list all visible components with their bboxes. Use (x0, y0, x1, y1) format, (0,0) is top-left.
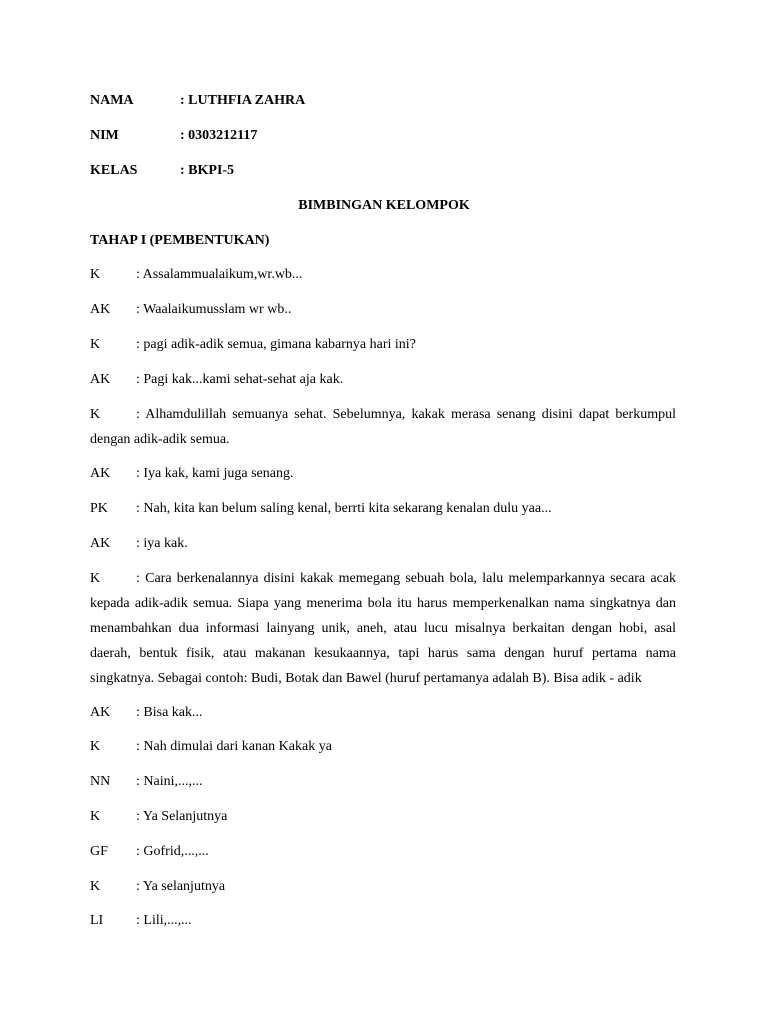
speaker-label: K (90, 879, 101, 894)
dialogue-line (90, 808, 227, 826)
nim-value: : 0303212117 (180, 128, 258, 143)
dialogue-text: : Nah dimulai dari kanan Kakak ya (136, 739, 332, 754)
dialogue-line (90, 535, 188, 553)
dialogue-text: : pagi adik-adik semua, gimana kabarnya hari ini? (136, 337, 416, 352)
speaker-label: AK (90, 372, 111, 387)
speaker-label: K (90, 739, 101, 754)
dialogue-line (90, 301, 291, 319)
dialogue-line (90, 773, 203, 791)
dialogue-paragraph (90, 566, 676, 691)
speaker-label: K (90, 267, 101, 282)
speaker-label: NN (90, 774, 111, 789)
document-title: BIMBINGAN KELOMPOK (298, 198, 470, 213)
speaker-label: GF (90, 844, 108, 859)
header-nim (90, 127, 257, 145)
dialogue-line (90, 266, 302, 284)
dialogue-text: : Nah, kita kan belum saling kenal, berrti kita sekarang kenalan dulu yaa... (136, 501, 552, 516)
kelas-label: KELAS (90, 163, 138, 178)
speaker-label: K (90, 407, 101, 422)
dialogue-text: : Lili,...,... (136, 913, 192, 928)
dialogue-text: : Bisa kak... (136, 705, 203, 720)
nim-label: NIM (90, 128, 119, 143)
dialogue-paragraph (90, 402, 676, 452)
header-nama (90, 92, 305, 110)
dialogue-line (90, 371, 343, 389)
dialogue-text: : Ya selanjutnya (136, 879, 226, 894)
speaker-label: AK (90, 536, 111, 551)
dialogue-text: : Pagi kak...kami sehat-sehat aja kak. (136, 372, 344, 387)
dialogue-text: : Assalammualaikum,wr.wb... (136, 267, 303, 282)
speaker-label: K (90, 809, 101, 824)
section-heading: TAHAP I (PEMBENTUKAN) (90, 233, 270, 248)
speaker-label: AK (90, 466, 111, 481)
nama-label: NAMA (90, 93, 134, 108)
dialogue-text: : Waalaikumusslam wr wb.. (136, 302, 292, 317)
dialogue-line (90, 465, 293, 483)
speaker-label: K (90, 571, 101, 586)
dialogue-line (90, 336, 416, 354)
dialogue-text: : Naini,...,... (136, 774, 203, 789)
speaker-label: K (90, 337, 101, 352)
dialogue-text: : Iya kak, kami juga senang. (136, 466, 294, 481)
dialogue-text: : Cara berkenalannya disini kakak memegang sebuah bola, lalu melemparkannya secara acak kepada adik-adik semua. Siapa yang menerima bola itu harus memperkenalkan nama singkatnya dan menambahkan dua informasi lainyang unik, aneh, atau lucu misalnya berkaitan dengan hobi, asal daerah, bentuk fisik, atau makanan kesukaannya, tapi harus sama dengan huruf pertama nama singkatnya. Sebagai contoh: Budi, Botak dan Bawel (huruf pertamanya adalah B). Bisa adik - adik (90, 571, 676, 686)
speaker-label: AK (90, 302, 111, 317)
dialogue-text: : Gofrid,...,... (136, 844, 209, 859)
dialogue-line (90, 843, 209, 861)
dialogue-line (90, 704, 203, 722)
dialogue-line (90, 738, 332, 756)
dialogue-line (90, 878, 225, 896)
speaker-label: AK (90, 705, 111, 720)
dialogue-text: : iya kak. (136, 536, 188, 551)
dialogue-text: : Alhamdulillah semuanya sehat. Sebelumnya, kakak merasa senang disini dapat berkumpul dengan adik-adik semua. (90, 407, 676, 447)
dialogue-line (90, 500, 552, 518)
kelas-value: : BKPI-5 (180, 163, 235, 178)
speaker-label: PK (90, 501, 108, 516)
nama-value: : LUTHFIA ZAHRA (180, 93, 306, 108)
dialogue-line (90, 912, 192, 930)
speaker-label: LI (90, 913, 104, 928)
header-kelas (90, 162, 234, 180)
dialogue-text: : Ya Selanjutnya (136, 809, 228, 824)
